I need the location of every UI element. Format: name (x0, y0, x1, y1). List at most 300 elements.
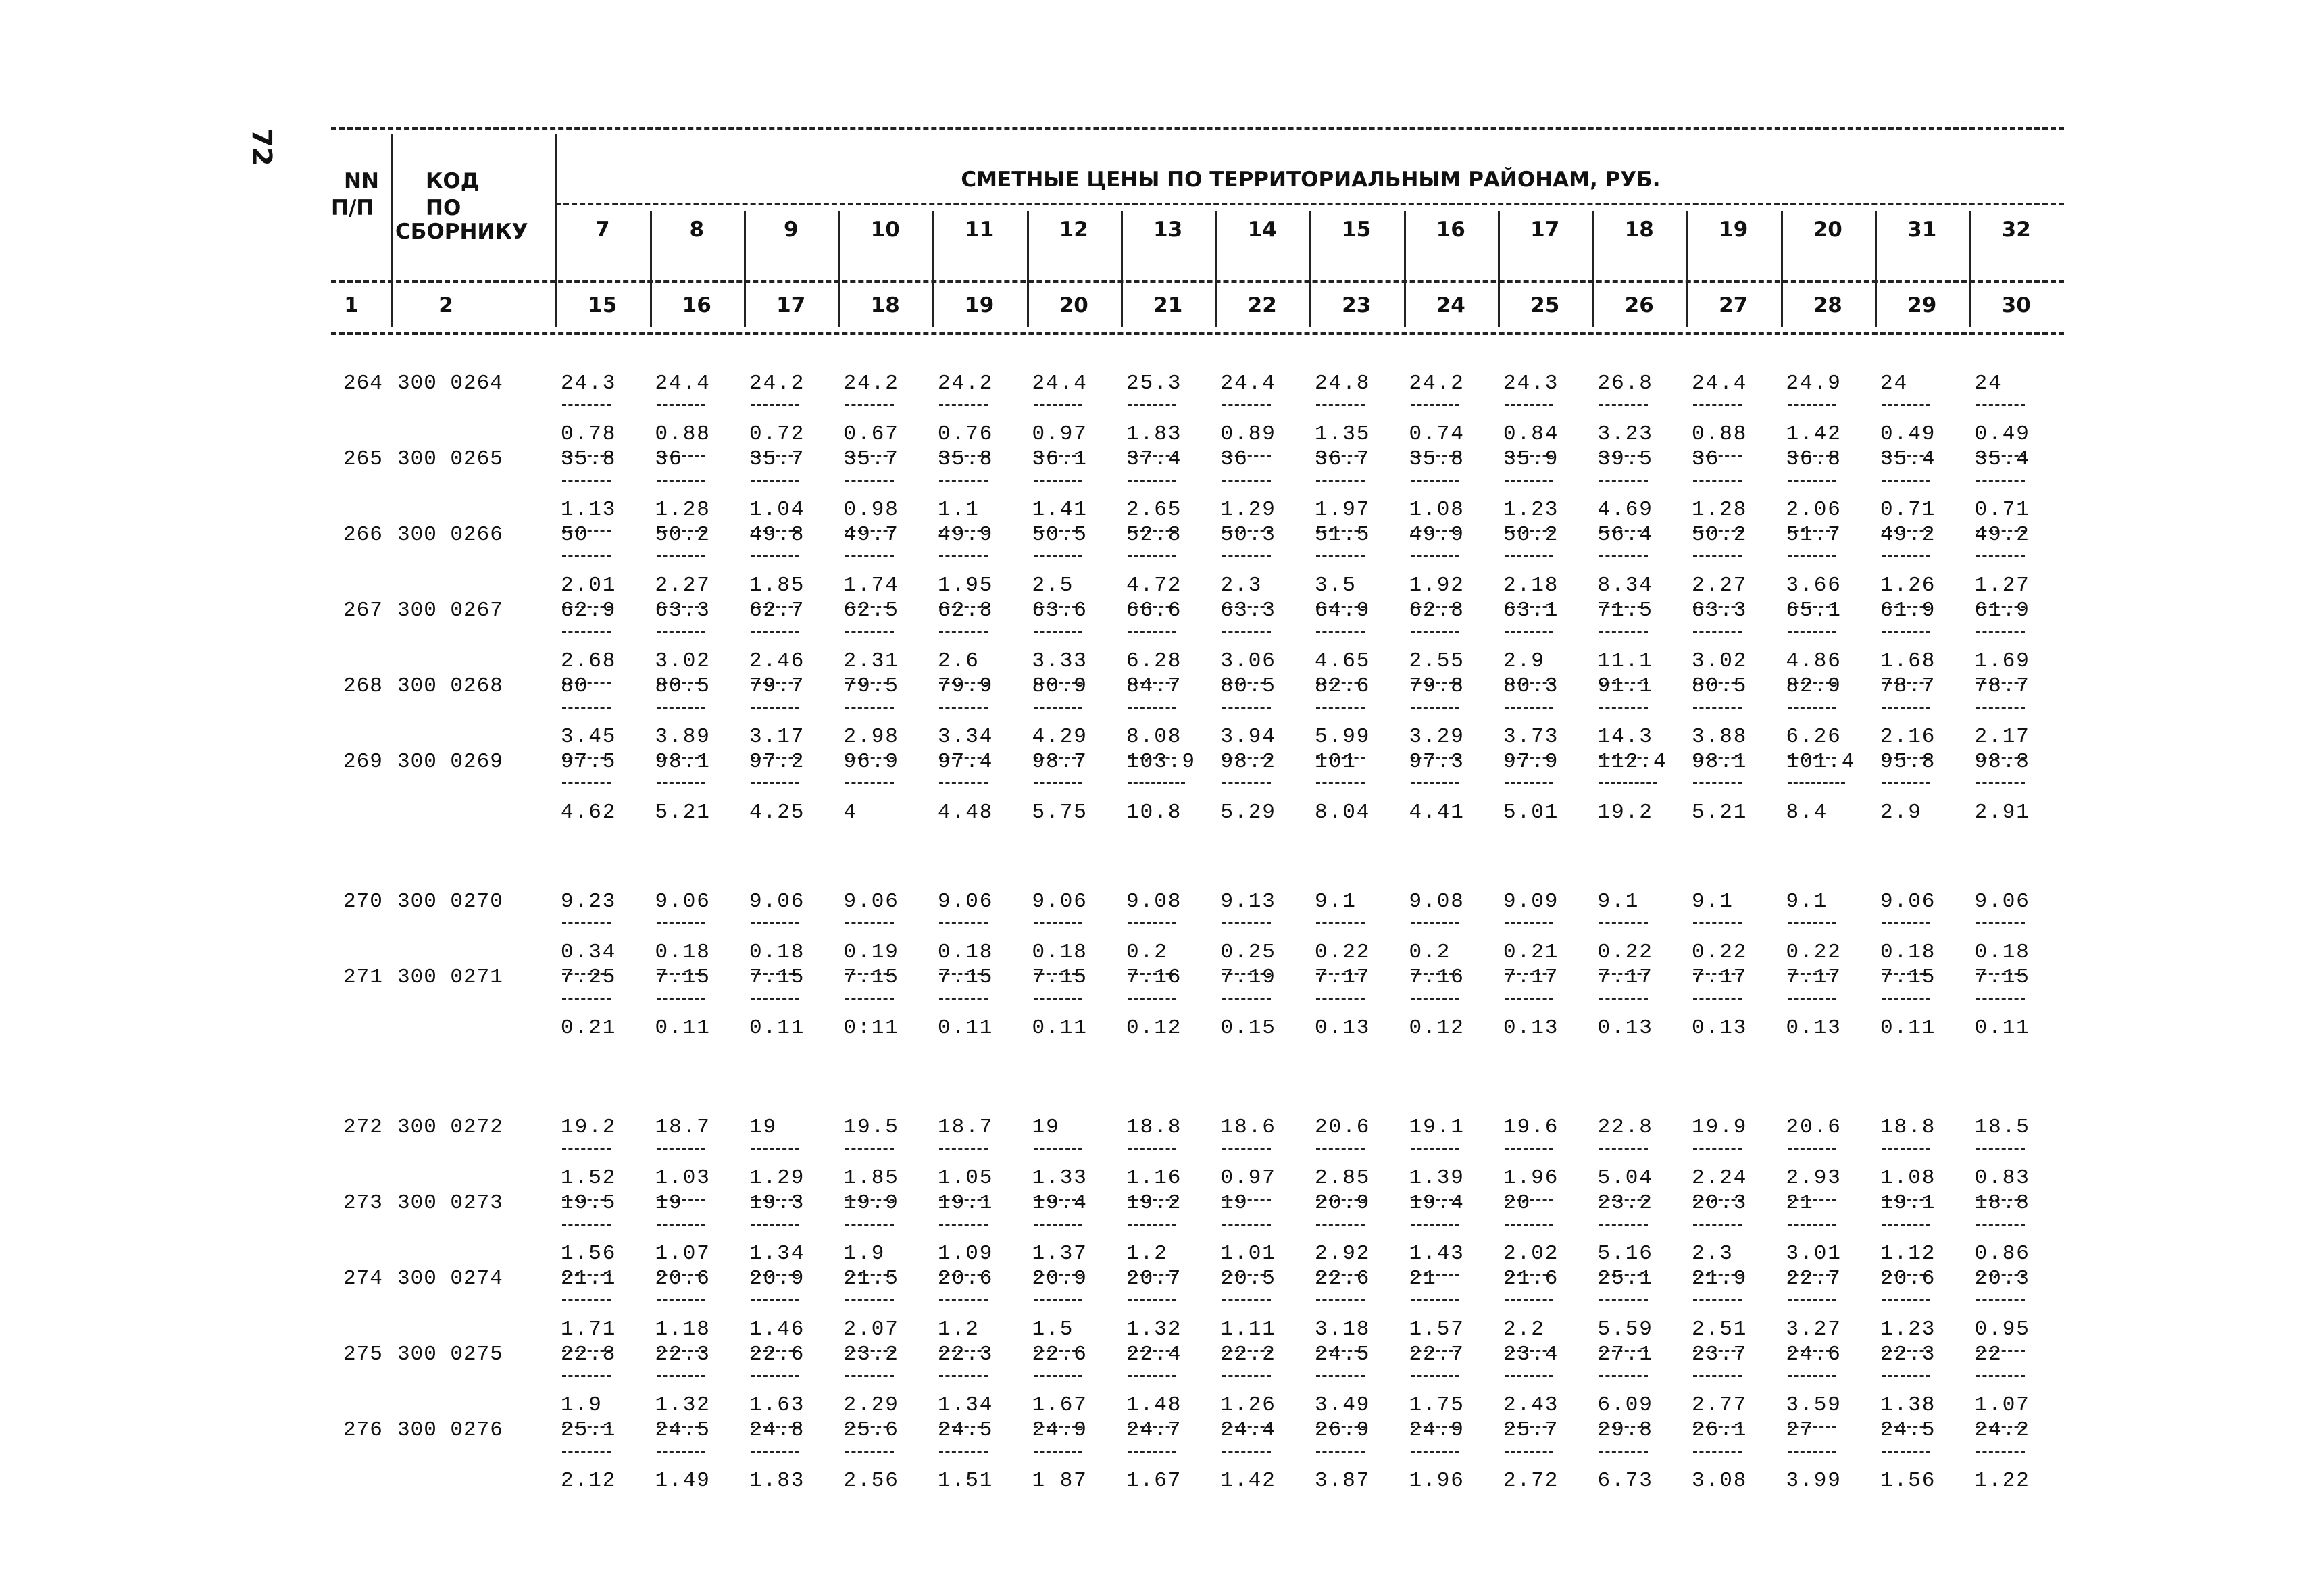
table-cell: 2.55 (1409, 649, 1465, 673)
table-cell: 20.6 (938, 1267, 994, 1291)
table-cell: 4.72 (1126, 574, 1182, 597)
header-col-separator (1404, 211, 1406, 327)
fraction-rule (562, 480, 611, 482)
table-cell: 1.42 (1786, 422, 1842, 446)
fraction-rule (1316, 1451, 1365, 1453)
table-cell: 24.5 (938, 1418, 994, 1442)
table-cell: 24.4 (1692, 372, 1748, 395)
table-cell: 24.9 (1786, 372, 1842, 395)
fraction-rule (1316, 555, 1365, 557)
table-cell: 97.9 (1503, 750, 1559, 774)
fraction-rule (1882, 555, 1930, 557)
table-cell: 19.1 (938, 1191, 994, 1215)
row-code: 300 0264 (397, 372, 503, 395)
fraction-rule (1976, 707, 2025, 709)
table-cell: 1.67 (1032, 1393, 1088, 1417)
fraction-rule (1128, 707, 1176, 709)
table-cell: 5.75 (1032, 801, 1088, 824)
table-cell: 78.7 (1974, 674, 2030, 698)
district-12: 12 (1059, 218, 1088, 242)
table-cell: 22.6 (1315, 1267, 1371, 1291)
table-cell: 1.68 (1880, 649, 1936, 673)
table-cell: 98.7 (1032, 750, 1088, 774)
table-cell: 0.18 (655, 941, 711, 964)
fraction-rule (1599, 1224, 1648, 1226)
fraction-rule (1128, 404, 1176, 406)
table-cell: 18.7 (655, 1116, 711, 1139)
table-cell: 1.26 (1220, 1393, 1276, 1417)
table-cell: 1.07 (1974, 1393, 2030, 1417)
fraction-rule (1505, 1148, 1553, 1150)
table-cell: 2.6 (938, 649, 980, 673)
fraction-rule (562, 1375, 611, 1377)
index-col: 18 (870, 293, 900, 318)
table-cell: 3.27 (1786, 1318, 1842, 1341)
table-cell: 35.8 (561, 447, 617, 471)
table-cell: 97.3 (1409, 750, 1465, 774)
table-cell: 24.2 (843, 372, 899, 395)
table-cell: 0.49 (1880, 422, 1936, 446)
table-cell: 62.5 (843, 599, 899, 622)
table-cell: 97.4 (938, 750, 994, 774)
district-16: 16 (1436, 218, 1465, 242)
table-cell: 50.5 (1032, 523, 1088, 547)
table-cell: 10.8 (1126, 801, 1182, 824)
fraction-rule (1882, 1224, 1930, 1226)
fraction-rule (1411, 1148, 1459, 1150)
table-cell: 5.59 (1597, 1318, 1653, 1341)
fraction-rule (1316, 1375, 1365, 1377)
table-cell: 1.23 (1880, 1318, 1936, 1341)
fraction-rule (939, 404, 988, 406)
table-cell: 20.3 (1692, 1191, 1748, 1215)
fraction-rule (1222, 631, 1271, 633)
table-cell: 2.43 (1503, 1393, 1559, 1417)
table-cell: 19.2 (561, 1116, 617, 1139)
header-col-separator (1498, 211, 1500, 327)
table-cell: 1.07 (655, 1242, 711, 1266)
table-cell: 62.9 (561, 599, 617, 622)
table-cell: 4.25 (749, 801, 805, 824)
table-cell: 1.23 (1503, 498, 1559, 522)
index-col: 21 (1153, 293, 1183, 318)
district-8: 8 (689, 218, 705, 242)
table-cell: 35.8 (1409, 447, 1465, 471)
table-cell: 8.08 (1126, 725, 1182, 749)
fraction-rule (1882, 922, 1930, 924)
fraction-rule (1128, 1375, 1176, 1377)
table-cell: 7.15 (655, 966, 711, 989)
fraction-rule (562, 1299, 611, 1301)
table-cell: 22.7 (1409, 1343, 1465, 1366)
table-cell: 1.2 (1126, 1242, 1168, 1266)
table-cell: 2.51 (1692, 1318, 1748, 1341)
fraction-rule (562, 1224, 611, 1226)
table-cell: 19.4 (1409, 1191, 1465, 1215)
fraction-rule (1128, 922, 1176, 924)
table-cell: 0.22 (1315, 941, 1371, 964)
fraction-rule (1976, 998, 2025, 1000)
fraction-rule (1034, 1299, 1082, 1301)
table-cell: 0.18 (1880, 941, 1936, 964)
fraction-rule (1034, 1224, 1082, 1226)
table-cell: 0.88 (655, 422, 711, 446)
table-cell: 4.62 (561, 801, 617, 824)
fraction-rule (1788, 998, 1836, 1000)
fraction-rule (1034, 1375, 1082, 1377)
fraction-rule (1316, 707, 1365, 709)
table-cell: 4.41 (1409, 801, 1465, 824)
row-number: 267 (343, 599, 383, 622)
fraction-rule (939, 1148, 988, 1150)
row-code: 300 0269 (397, 750, 503, 774)
district-17: 17 (1530, 218, 1560, 242)
table-cell: 2.07 (843, 1318, 899, 1341)
table-cell: 80.5 (1692, 674, 1748, 698)
table-cell: 1.13 (561, 498, 617, 522)
fraction-rule (1505, 707, 1553, 709)
fraction-rule (1788, 404, 1836, 406)
table-cell: 7.17 (1503, 966, 1559, 989)
table-cell: 24.3 (1503, 372, 1559, 395)
table-cell: 20.9 (749, 1267, 805, 1291)
table-cell: 63.1 (1503, 599, 1559, 622)
table-cell: 19 (655, 1191, 683, 1215)
fraction-rule (1976, 1451, 2025, 1453)
fraction-rule (1411, 480, 1459, 482)
fraction-rule (1411, 631, 1459, 633)
fraction-rule (562, 707, 611, 709)
table-cell: 21.9 (1692, 1267, 1748, 1291)
fraction-rule (1788, 922, 1836, 924)
fraction-rule (1599, 922, 1648, 924)
fraction-rule (1788, 480, 1836, 482)
fraction-rule (1316, 998, 1365, 1000)
table-cell: 0.25 (1220, 941, 1276, 964)
table-cell: 7.15 (749, 966, 805, 989)
fraction-rule (1882, 998, 1930, 1000)
table-cell: 0.22 (1786, 941, 1842, 964)
row-number: 275 (343, 1343, 383, 1366)
fraction-rule (1599, 555, 1648, 557)
fraction-rule (1505, 404, 1553, 406)
table-cell: 1.03 (655, 1166, 711, 1190)
fraction-rule (1976, 1224, 2025, 1226)
table-cell: 50.2 (655, 523, 711, 547)
header-col-separator (650, 211, 652, 327)
table-cell: 1.67 (1126, 1469, 1182, 1493)
fraction-rule (562, 782, 611, 784)
table-cell: 1.28 (655, 498, 711, 522)
table-cell: 18.6 (1220, 1116, 1276, 1139)
fraction-rule (751, 1375, 799, 1377)
fraction-rule (562, 1148, 611, 1150)
header-title: СМЕТНЫЕ ЦЕНЫ ПО ТЕРРИТОРИАЛЬНЫМ РАЙОНАМ, РУБ. (961, 168, 1661, 192)
table-cell: 0.11 (938, 1016, 994, 1040)
fraction-rule (1128, 782, 1185, 784)
table-cell: 96.9 (843, 750, 899, 774)
table-cell: 1.48 (1126, 1393, 1182, 1417)
table-cell: 1.08 (1880, 1166, 1936, 1190)
fraction-rule (657, 998, 705, 1000)
table-cell: 35.4 (1974, 447, 2030, 471)
header-title-rule (555, 203, 2064, 205)
table-cell: 97.2 (749, 750, 805, 774)
table-cell: 36.1 (1032, 447, 1088, 471)
table-cell: 52.8 (1126, 523, 1182, 547)
table-cell: 79.8 (1409, 674, 1465, 698)
fraction-rule (1693, 631, 1742, 633)
table-cell: 0.13 (1315, 1016, 1371, 1040)
fraction-rule (751, 1148, 799, 1150)
table-cell: 51.7 (1786, 523, 1842, 547)
table-cell: 1.49 (655, 1469, 711, 1493)
table-cell: 24.4 (655, 372, 711, 395)
fraction-rule (1034, 998, 1082, 1000)
table-cell: 3.89 (655, 725, 711, 749)
table-cell: 2.91 (1974, 801, 2030, 824)
row-number: 276 (343, 1418, 383, 1442)
fraction-rule (1505, 922, 1553, 924)
table-cell: 7.17 (1597, 966, 1653, 989)
table-cell: 0.11 (1880, 1016, 1936, 1040)
fraction-rule (1976, 1148, 2025, 1150)
fraction-rule (845, 782, 894, 784)
table-cell: 3.06 (1220, 649, 1276, 673)
table-cell: 3.94 (1220, 725, 1276, 749)
table-cell: 24.5 (1880, 1418, 1936, 1442)
table-cell: 9.1 (1597, 890, 1640, 914)
table-cell: 5.04 (1597, 1166, 1653, 1190)
table-cell: 79.9 (938, 674, 994, 698)
table-cell: 1.27 (1974, 574, 2030, 597)
table-cell: 6.09 (1597, 1393, 1653, 1417)
table-cell: 0.71 (1974, 498, 2030, 522)
fraction-rule (562, 404, 611, 406)
table-cell: 24.3 (561, 372, 617, 395)
table-cell: 1.35 (1315, 422, 1371, 446)
table-cell: 62.8 (938, 599, 994, 622)
table-cell: 24.7 (1126, 1418, 1182, 1442)
table-cell: 26.1 (1692, 1418, 1748, 1442)
table-cell: 2.77 (1692, 1393, 1748, 1417)
table-cell: 9.06 (1032, 890, 1088, 914)
fraction-rule (1505, 782, 1553, 784)
fraction-rule (1976, 631, 2025, 633)
table-cell: 26.9 (1315, 1418, 1371, 1442)
table-cell: 5.16 (1597, 1242, 1653, 1266)
table-cell: 0.19 (843, 941, 899, 964)
index-col: 23 (1342, 293, 1372, 318)
table-cell: 3.5 (1315, 574, 1357, 597)
table-cell: 9.1 (1692, 890, 1734, 914)
fraction-rule (1599, 1375, 1648, 1377)
fraction-rule (1882, 404, 1930, 406)
district-11: 11 (965, 218, 995, 242)
table-cell: 25.3 (1126, 372, 1182, 395)
table-cell: 23.2 (843, 1343, 899, 1366)
table-cell: 2.9 (1503, 649, 1545, 673)
table-cell: 3.29 (1409, 725, 1465, 749)
fraction-rule (657, 1148, 705, 1150)
index-col: 15 (588, 293, 618, 318)
table-cell: 49.7 (843, 523, 899, 547)
table-cell: 1.34 (749, 1242, 805, 1266)
table-cell: 9.1 (1315, 890, 1357, 914)
fraction-rule (1882, 480, 1930, 482)
table-cell: 0.22 (1597, 941, 1653, 964)
fraction-rule (1128, 555, 1176, 557)
fraction-rule (1882, 1148, 1930, 1150)
table-cell: 20.6 (655, 1267, 711, 1291)
fraction-rule (1222, 922, 1271, 924)
table-cell: 80.9 (1032, 674, 1088, 698)
header-col-separator (1969, 211, 1971, 327)
fraction-rule (1034, 480, 1082, 482)
fraction-rule (1411, 1451, 1459, 1453)
header-col-separator (1686, 211, 1688, 327)
fraction-rule (1788, 1375, 1836, 1377)
table-cell: 11.1 (1597, 649, 1653, 673)
table-cell: 2.17 (1974, 725, 2030, 749)
fraction-rule (1222, 1148, 1271, 1150)
district-13: 13 (1153, 218, 1183, 242)
district-20: 20 (1813, 218, 1842, 242)
table-cell: 0.74 (1409, 422, 1465, 446)
table-cell: 7.15 (938, 966, 994, 989)
table-cell: 24.4 (1032, 372, 1088, 395)
table-cell: 9.08 (1126, 890, 1182, 914)
table-cell: 1.74 (843, 574, 899, 597)
fraction-rule (1128, 1224, 1176, 1226)
fraction-rule (1693, 1148, 1742, 1150)
table-cell: 20.6 (1315, 1116, 1371, 1139)
fraction-rule (1128, 1451, 1176, 1453)
table-cell: 0.76 (938, 422, 994, 446)
table-cell: 24.9 (1409, 1418, 1465, 1442)
table-cell: 0.11 (1032, 1016, 1088, 1040)
fraction-rule (939, 782, 988, 784)
table-cell: 19 (1032, 1116, 1060, 1139)
table-cell: 1.33 (1032, 1166, 1088, 1190)
fraction-rule (1411, 707, 1459, 709)
table-cell: 20.9 (1032, 1267, 1088, 1291)
table-cell: 1.05 (938, 1166, 994, 1190)
header-nn: NN (344, 169, 379, 193)
table-cell: 18.8 (1880, 1116, 1936, 1139)
fraction-rule (1411, 1224, 1459, 1226)
table-cell: 26.8 (1597, 372, 1653, 395)
table-cell: 0.67 (843, 422, 899, 446)
fraction-rule (939, 631, 988, 633)
table-cell: 9.06 (843, 890, 899, 914)
fraction-rule (1976, 782, 2025, 784)
row-code: 300 0275 (397, 1343, 503, 1366)
index-col: 26 (1624, 293, 1654, 318)
table-cell: 1.32 (1126, 1318, 1182, 1341)
table-cell: 1.69 (1974, 649, 2030, 673)
fraction-rule (1411, 1375, 1459, 1377)
table-cell: 8.4 (1786, 801, 1828, 824)
header-top-rule (331, 127, 2064, 130)
table-cell: 1.97 (1315, 498, 1371, 522)
fraction-rule (1976, 1299, 2025, 1301)
header-col-separator (1215, 211, 1217, 327)
table-cell: 0:11 (843, 1016, 899, 1040)
table-cell: 22.8 (1597, 1116, 1653, 1139)
table-cell: 24.2 (1974, 1418, 2030, 1442)
table-cell: 7.19 (1220, 966, 1276, 989)
table-cell: 1.29 (749, 1166, 805, 1190)
table-cell: 0.11 (749, 1016, 805, 1040)
table-cell: 3.33 (1032, 649, 1088, 673)
fraction-rule (1788, 782, 1845, 784)
table-cell: 1.11 (1220, 1318, 1276, 1341)
fraction-rule (1411, 555, 1459, 557)
index-col: 19 (965, 293, 995, 318)
fraction-rule (1882, 631, 1930, 633)
fraction-rule (1505, 1299, 1553, 1301)
table-cell: 20.3 (1974, 1267, 2030, 1291)
table-cell: 22.6 (1032, 1343, 1088, 1366)
fraction-rule (845, 1224, 894, 1226)
table-cell: 7.17 (1786, 966, 1842, 989)
table-cell: 98.2 (1220, 750, 1276, 774)
table-cell: 24 (1880, 372, 1909, 395)
table-cell: 21.1 (561, 1267, 617, 1291)
table-cell: 19.2 (1126, 1191, 1182, 1215)
fraction-rule (1316, 480, 1365, 482)
district-18: 18 (1624, 218, 1654, 242)
table-cell: 4.48 (938, 801, 994, 824)
table-cell: 7.16 (1409, 966, 1465, 989)
index-col: 30 (2001, 293, 2031, 318)
header-pp: П/П (331, 196, 374, 220)
table-cell: 5.99 (1315, 725, 1371, 749)
table-cell: 2.68 (561, 649, 617, 673)
table-cell: 103.9 (1126, 750, 1197, 774)
fraction-rule (939, 1375, 988, 1377)
table-cell: 63.3 (1220, 599, 1276, 622)
table-cell: 25.7 (1503, 1418, 1559, 1442)
table-cell: 1.56 (1880, 1469, 1936, 1493)
fraction-rule (1599, 1451, 1648, 1453)
fraction-rule (1693, 707, 1742, 709)
row-number: 273 (343, 1191, 383, 1215)
table-cell: 19 (749, 1116, 778, 1139)
fraction-rule (657, 404, 705, 406)
table-cell: 20 (1503, 1191, 1532, 1215)
row-number: 272 (343, 1116, 383, 1139)
fraction-rule (1034, 1148, 1082, 1150)
header-col-separator (838, 211, 840, 327)
row-code: 300 0268 (397, 674, 503, 698)
table-cell: 0.12 (1409, 1016, 1465, 1040)
table-cell: 0.13 (1597, 1016, 1653, 1040)
fraction-rule (939, 707, 988, 709)
district-32: 32 (2001, 218, 2031, 242)
table-cell: 1.32 (655, 1393, 711, 1417)
table-cell: 3.17 (749, 725, 805, 749)
fraction-rule (1693, 404, 1742, 406)
table-cell: 9.08 (1409, 890, 1465, 914)
index-col: 27 (1719, 293, 1749, 318)
table-cell: 49.9 (1409, 523, 1465, 547)
table-cell: 1.85 (749, 574, 805, 597)
table-cell: 50.3 (1220, 523, 1276, 547)
fraction-rule (1316, 922, 1365, 924)
row-code: 300 0271 (397, 966, 503, 989)
